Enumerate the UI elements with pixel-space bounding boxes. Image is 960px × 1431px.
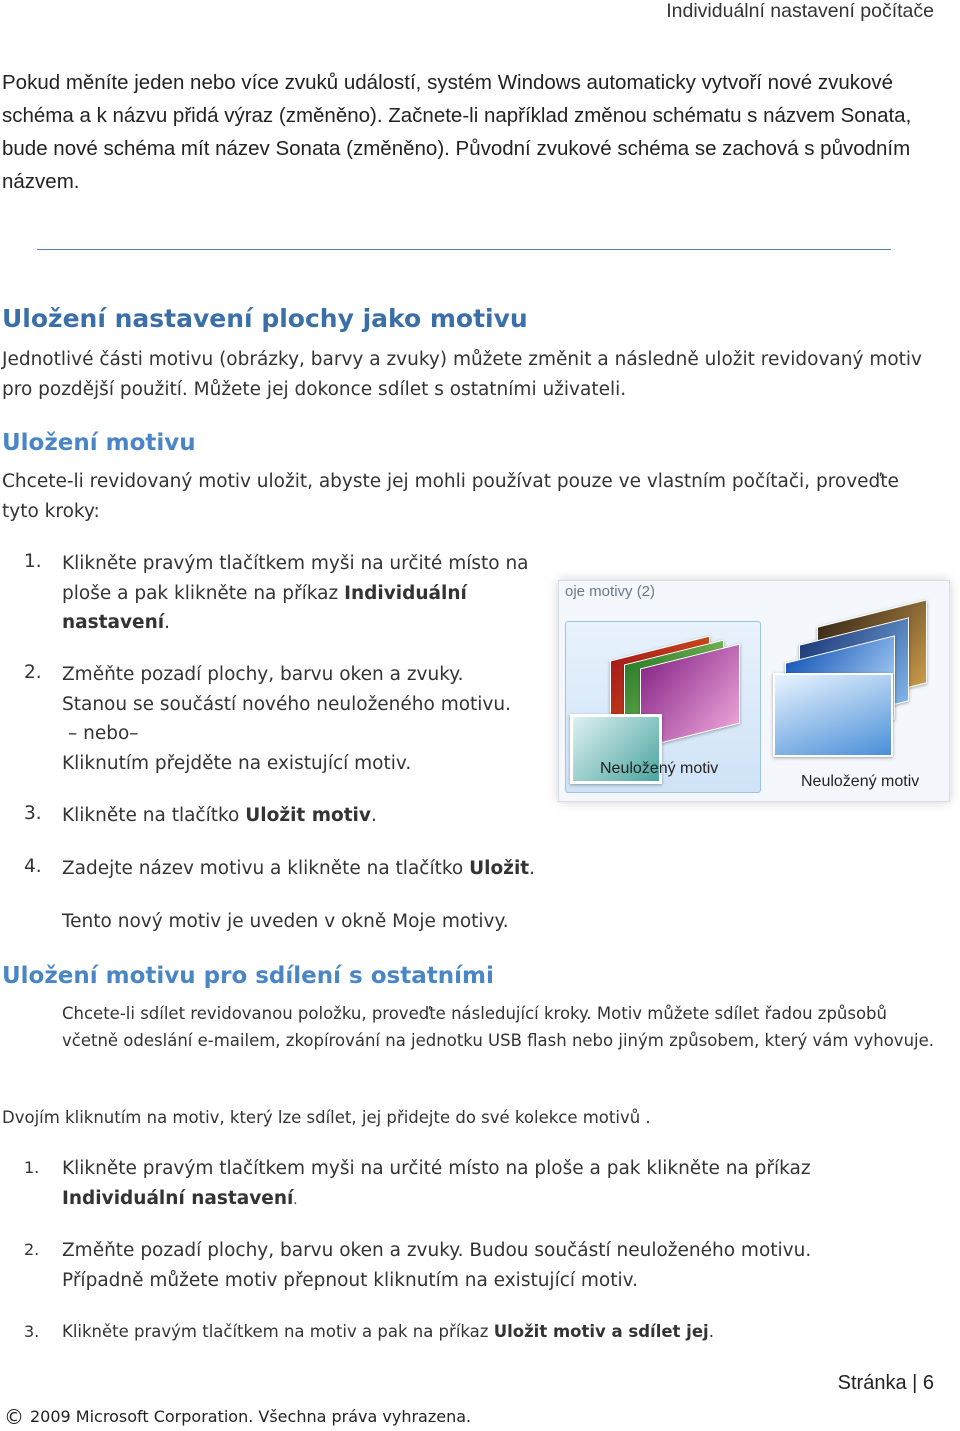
page-number: Stránka | 6 [837,1372,934,1394]
step-number: 4. [24,856,42,877]
theme-tile-selected [565,621,761,793]
step-item: Změňte pozadí plochy, barvu oken a zvuky. Budou součástí neuloženého motivu. Případně můžete motiv přepnout kliknutím na existující motiv. [62,1240,812,1291]
step-item: Klikněte pravým tlačítkem myši na určité místo na ploše a pak klikněte na příkaz Individuální nastavení. [62,553,529,633]
theme-card-front [773,673,893,757]
step-result-text: Tento nový motiv je uveden v okně Moje motivy. [62,911,509,932]
step-number: 2. [24,1240,40,1259]
step-item: Klikněte pravým tlačítkem myši na určité místo na ploše a pak klikněte na příkaz Individuální nastavení. [62,1158,811,1209]
step-number: 1. [24,1158,40,1177]
figure-caption: oje motivy (2) [565,583,656,600]
step-number: 1. [24,551,42,572]
step-number: 2. [24,662,42,683]
intro-paragraph: Pokud měníte jeden nebo více zvuků událostí, systém Windows automaticky vytvoří nové zvukové schéma a k názvu přidá výraz (změněno). Začnete-li například změnou schématu s názvem Sonata, bude nové schéma mít název Sonata (změněno). Původní zvukové schéma se zachová s původním názvem. [2,71,912,193]
section-divider [37,249,891,250]
running-header: Individuální nastavení počítače [666,0,934,22]
theme-label: Neuložený motiv [600,760,719,777]
section-heading-save-theme: Uložení motivu [2,430,196,456]
step-item: Klikněte na tlačítko Uložit motiv. [62,805,377,826]
copyright-icon: © [4,1405,24,1429]
share-theme-text2: Dvojím kliknutím na motiv, který lze sdílet, jej přidejte do své kolekce motivů . [2,1108,651,1127]
theme-label: Neuložený motiv [801,773,920,790]
save-theme-text: Chcete-li revidovaný motiv uložit, abyste jej mohli používat pouze ve vlastním počítači, proveďte tyto kroky: [2,471,899,522]
share-theme-text: Chcete-li sdílet revidovanou položku, proveďte následující kroky. Motiv můžete sdílet řadou způsobů včetně odeslání e-mailem, zkopírování na jednotku USB flash nebo jiným způsobem, který vám vyhovuje. [62,1004,935,1050]
step-number: 3. [24,1322,40,1341]
copyright-text: 2009 Microsoft Corporation. Všechna práva vyhrazena. [30,1407,472,1426]
section-heading-share-theme: Uložení motivu pro sdílení s ostatními [2,963,494,989]
section-heading-save-desktop: Uložení nastavení plochy jako motivu [2,304,528,333]
step-item: Změňte pozadí plochy, barvu oken a zvuky. Stanou se součástí nového neuloženého motivu. – nebo– Kliknutím přejděte na existující motiv. [62,664,511,774]
step-item: Klikněte pravým tlačítkem na motiv a pak na příkaz Uložit motiv a sdílet jej. [62,1322,714,1341]
section-intro-text: Jednotlivé části motivu (obrázky, barvy a zvuky) můžete změnit a následně uložit revidovaný motiv pro pozdější použití. Můžete jej dokonce sdílet s ostatními uživateli. [2,349,922,400]
step-item: Zadejte název motivu a klikněte na tlačítko Uložit. [62,858,536,879]
theme-screenshot [558,580,950,802]
step-number: 3. [24,803,42,824]
copyright-line [4,1405,471,1429]
